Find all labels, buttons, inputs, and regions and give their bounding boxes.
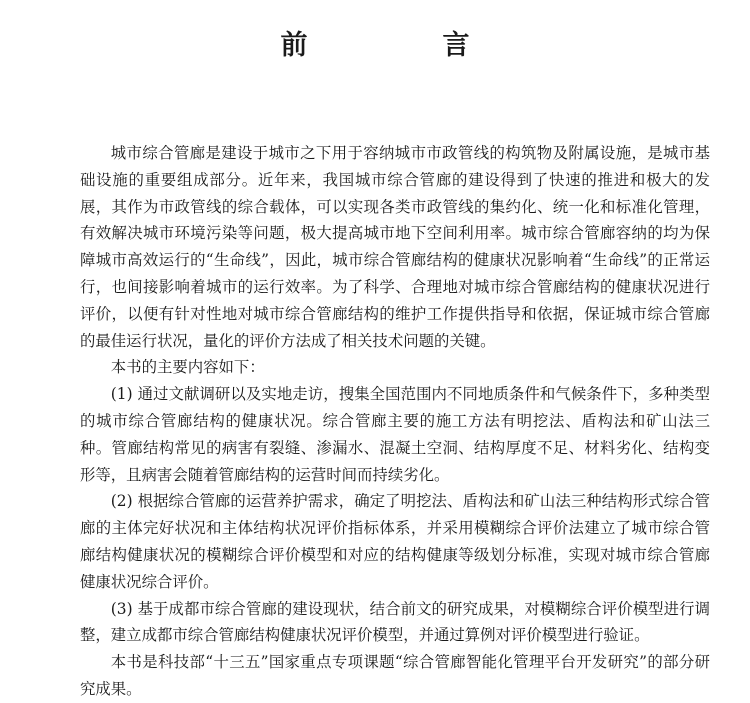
body-text	[80, 140, 710, 703]
paragraph-project-note: 本书是科技部“十三五”国家重点专项课题“综合管廊智能化管理平台开发研究”的部分研究成果。	[80, 653, 710, 698]
paragraph-contents-heading: 本书的主要内容如下：	[110, 358, 265, 377]
paragraph-item-3: (3) 基于成都市综合管廊的建设现状，结合前文的研究成果，对模糊综合评价模型进行调整，建立成都市综合管廊结构健康状况评价模型，并通过算例对评价模型进行验证。	[80, 599, 710, 645]
paragraph-intro: 城市综合管廊是建设于城市之下用于容纳城市市政管线的构筑物及附属设施，是城市基础设施的重要组成部分。近年来，我国城市综合管廊的建设得到了快速的推进和极大的发展，其作为市政管线的综合载体，可以实现各类市政管线的集约化、统一化和标准化管理，有效解决城市环境污染等问题，极大提高城市地下空间利用率。城市综合管廊容纳的均为保障城市高效运行的“生命线”，因此，城市综合管廊结构的健康状况影响着“生命线”的正常运行，也间接影响着城市的运行效率。为了科学、合理地对城市综合管廊结构的健康状况进行评价，以便有针对性地对城市综合管廊结构的维护工作提供指导和依据，保证城市综合管廊的最佳运行状况，量化的评价方法成了相关技术问题的关键。	[80, 144, 710, 350]
paragraph-item-2: (2) 根据综合管廊的运营养护需求，确定了明挖法、盾构法和矿山法三种结构形式综合管廊的主体完好状况和主体结构状况评价指标体系，并采用模糊综合评价法建立了城市综合管廊结构健康状况的模糊综合评价模型和对应的结构健康等级划分标准，实现对城市综合管廊健康状况综合评价。	[80, 492, 710, 591]
paragraph-item-1: (1) 通过文献调研以及实地走访，搜集全国范围内不同地质条件和气候条件下，多种类型的城市综合管廊结构的健康状况。综合管廊主要的施工方法有明挖法、盾构法和矿山法三种。管廊结构常见的病害有裂缝、渗漏水、混凝土空洞、结构厚度不足、材料劣化、结构变形等，且病害会随着管廊结构的运营时间而持续劣化。	[80, 385, 710, 484]
page-title: 前 言	[280, 30, 524, 61]
